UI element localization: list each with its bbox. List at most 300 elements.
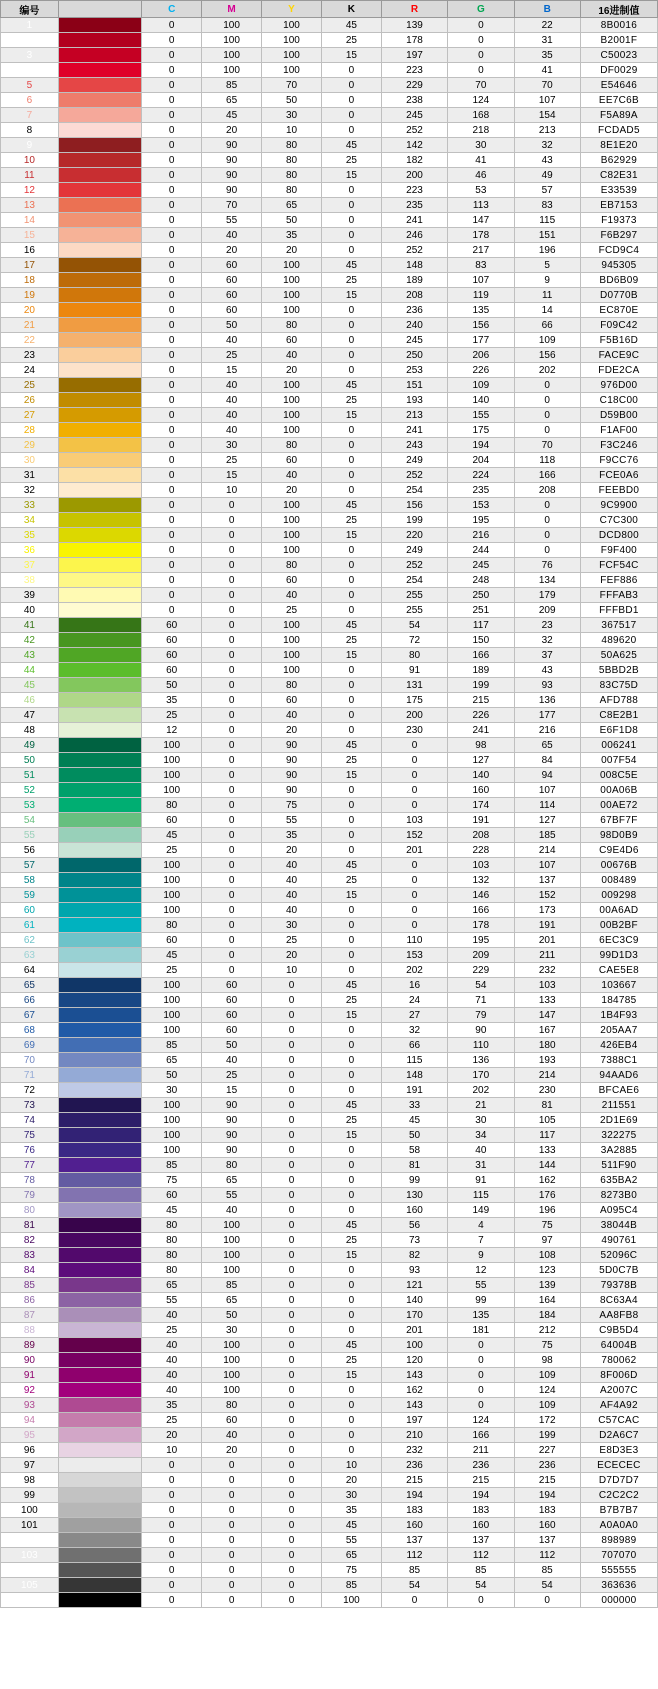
cell-c: 0	[142, 498, 202, 513]
cell-c: 0	[142, 243, 202, 258]
cell-index: 41	[1, 618, 59, 633]
cell-hex: F9CC76	[580, 453, 657, 468]
cell-r: 0	[381, 1593, 447, 1608]
cell-c: 0	[142, 153, 202, 168]
cell-hex: B7B7B7	[580, 1503, 657, 1518]
cell-k: 0	[321, 1188, 381, 1203]
cell-b: 202	[514, 363, 580, 378]
cell-k: 0	[321, 483, 381, 498]
cell-y: 100	[262, 423, 322, 438]
cell-b: 117	[514, 1128, 580, 1143]
cell-b: 144	[514, 1158, 580, 1173]
color-swatch	[58, 663, 141, 678]
cell-index: 57	[1, 858, 59, 873]
cell-y: 40	[262, 903, 322, 918]
color-swatch	[58, 978, 141, 993]
cell-k: 0	[321, 108, 381, 123]
cell-hex: F09C42	[580, 318, 657, 333]
color-swatch	[58, 1293, 141, 1308]
table-row	[1, 483, 658, 498]
cell-y: 0	[262, 1383, 322, 1398]
cell-c: 0	[142, 198, 202, 213]
cell-k: 0	[321, 573, 381, 588]
cell-g: 7	[448, 1233, 514, 1248]
cell-c: 0	[142, 1518, 202, 1533]
cell-y: 0	[262, 1068, 322, 1083]
cell-m: 85	[202, 78, 262, 93]
cell-index: 52	[1, 783, 59, 798]
cell-index: 77	[1, 1158, 59, 1173]
table-row	[1, 978, 658, 993]
cell-r: 0	[381, 858, 447, 873]
color-swatch	[58, 1248, 141, 1263]
cell-g: 85	[448, 1563, 514, 1578]
cell-c: 60	[142, 933, 202, 948]
cell-g: 206	[448, 348, 514, 363]
cell-g: 0	[448, 18, 514, 33]
cell-m: 0	[202, 1458, 262, 1473]
color-swatch	[58, 213, 141, 228]
cell-g: 79	[448, 1008, 514, 1023]
cell-c: 80	[142, 798, 202, 813]
cell-y: 100	[262, 18, 322, 33]
cell-r: 182	[381, 153, 447, 168]
cell-hex: 5BBD2B	[580, 663, 657, 678]
cell-g: 31	[448, 1158, 514, 1173]
cell-g: 127	[448, 753, 514, 768]
cell-hex: 555555	[580, 1563, 657, 1578]
color-swatch	[58, 183, 141, 198]
table-header-row	[1, 1, 658, 18]
cell-g: 124	[448, 93, 514, 108]
cell-m: 90	[202, 183, 262, 198]
cell-g: 41	[448, 153, 514, 168]
cell-r: 249	[381, 453, 447, 468]
cell-c: 45	[142, 1203, 202, 1218]
cell-k: 25	[321, 1113, 381, 1128]
color-swatch	[58, 1398, 141, 1413]
cell-g: 9	[448, 1248, 514, 1263]
color-swatch	[58, 123, 141, 138]
cell-r: 254	[381, 573, 447, 588]
color-swatch	[58, 348, 141, 363]
table-row	[1, 1263, 658, 1278]
cell-index: 69	[1, 1038, 59, 1053]
cell-y: 40	[262, 858, 322, 873]
cell-m: 0	[202, 618, 262, 633]
cell-k: 15	[321, 888, 381, 903]
cell-g: 0	[448, 1368, 514, 1383]
cell-r: 142	[381, 138, 447, 153]
cell-b: 191	[514, 918, 580, 933]
cell-r: 50	[381, 1128, 447, 1143]
cell-y: 55	[262, 813, 322, 828]
cell-m: 100	[202, 1218, 262, 1233]
cell-hex: 3A2885	[580, 1143, 657, 1158]
color-swatch	[58, 843, 141, 858]
cell-g: 71	[448, 993, 514, 1008]
cell-r: 82	[381, 1248, 447, 1263]
cell-c: 0	[142, 333, 202, 348]
table-row	[1, 303, 658, 318]
cell-hex: F5A89A	[580, 108, 657, 123]
cell-hex: 9C9900	[580, 498, 657, 513]
cell-y: 100	[262, 288, 322, 303]
cell-c: 100	[142, 978, 202, 993]
cell-r: 0	[381, 768, 447, 783]
cell-r: 131	[381, 678, 447, 693]
color-swatch	[58, 708, 141, 723]
cell-b: 118	[514, 453, 580, 468]
cell-hex: AFD788	[580, 693, 657, 708]
cell-b: 214	[514, 843, 580, 858]
cell-hex: D2A6C7	[580, 1428, 657, 1443]
cell-index: 76	[1, 1143, 59, 1158]
cell-m: 0	[202, 588, 262, 603]
cell-g: 99	[448, 1293, 514, 1308]
header-green: G	[448, 1, 514, 18]
cell-b: 201	[514, 933, 580, 948]
cell-y: 0	[262, 1233, 322, 1248]
cell-hex: F1AF00	[580, 423, 657, 438]
table-row	[1, 678, 658, 693]
cell-index: 49	[1, 738, 59, 753]
cell-b: 97	[514, 1233, 580, 1248]
cell-k: 65	[321, 1548, 381, 1563]
cell-k: 25	[321, 753, 381, 768]
cell-c: 0	[142, 408, 202, 423]
cell-g: 70	[448, 78, 514, 93]
cell-g: 156	[448, 318, 514, 333]
table-row	[1, 78, 658, 93]
cell-index: 15	[1, 228, 59, 243]
cell-k: 25	[321, 1353, 381, 1368]
color-swatch	[58, 483, 141, 498]
cell-m: 0	[202, 708, 262, 723]
cell-m: 0	[202, 813, 262, 828]
table-row	[1, 408, 658, 423]
cell-c: 0	[142, 288, 202, 303]
cell-g: 235	[448, 483, 514, 498]
cell-r: 160	[381, 1203, 447, 1218]
cell-k: 45	[321, 1338, 381, 1353]
cell-k: 25	[321, 1233, 381, 1248]
cell-y: 0	[262, 993, 322, 1008]
color-swatch	[58, 1518, 141, 1533]
cell-g: 150	[448, 633, 514, 648]
cell-y: 80	[262, 678, 322, 693]
cell-y: 40	[262, 588, 322, 603]
cell-hex: 64004B	[580, 1338, 657, 1353]
cell-m: 40	[202, 423, 262, 438]
cell-b: 209	[514, 603, 580, 618]
cell-k: 45	[321, 498, 381, 513]
cell-k: 45	[321, 1098, 381, 1113]
cell-m: 0	[202, 1548, 262, 1563]
cell-k: 0	[321, 468, 381, 483]
cell-r: 175	[381, 693, 447, 708]
cell-g: 30	[448, 1113, 514, 1128]
cell-hex: CAE5E8	[580, 963, 657, 978]
cell-k: 0	[321, 423, 381, 438]
color-swatch	[58, 468, 141, 483]
table-row	[1, 768, 658, 783]
color-swatch	[58, 1233, 141, 1248]
cell-m: 100	[202, 1368, 262, 1383]
cell-r: 151	[381, 378, 447, 393]
cell-c: 100	[142, 888, 202, 903]
cell-y: 100	[262, 528, 322, 543]
cell-k: 0	[321, 363, 381, 378]
cell-y: 0	[262, 1323, 322, 1338]
cell-r: 24	[381, 993, 447, 1008]
color-swatch	[58, 1578, 141, 1593]
cell-y: 0	[262, 1338, 322, 1353]
cell-m: 0	[202, 888, 262, 903]
table-row	[1, 138, 658, 153]
table-row	[1, 873, 658, 888]
cell-c: 25	[142, 1413, 202, 1428]
cell-index: 72	[1, 1083, 59, 1098]
color-swatch	[58, 138, 141, 153]
cell-m: 15	[202, 468, 262, 483]
cell-c: 0	[142, 1533, 202, 1548]
cell-b: 76	[514, 558, 580, 573]
cell-y: 0	[262, 1143, 322, 1158]
cell-k: 35	[321, 1503, 381, 1518]
cell-r: 238	[381, 93, 447, 108]
cell-k: 0	[321, 723, 381, 738]
cell-index: 97	[1, 1458, 59, 1473]
cell-m: 0	[202, 783, 262, 798]
cell-hex: EE7C6B	[580, 93, 657, 108]
cell-m: 40	[202, 393, 262, 408]
cell-g: 0	[448, 1338, 514, 1353]
cell-c: 0	[142, 93, 202, 108]
cell-r: 191	[381, 1083, 447, 1098]
color-swatch	[58, 993, 141, 1008]
cell-index: 1	[1, 18, 59, 33]
cell-y: 80	[262, 168, 322, 183]
cell-c: 0	[142, 123, 202, 138]
color-swatch	[58, 1188, 141, 1203]
cell-r: 0	[381, 888, 447, 903]
color-swatch	[58, 1533, 141, 1548]
cell-m: 20	[202, 1443, 262, 1458]
cell-r: 223	[381, 183, 447, 198]
cell-r: 193	[381, 393, 447, 408]
cell-m: 60	[202, 303, 262, 318]
cell-m: 90	[202, 1113, 262, 1128]
table-row	[1, 258, 658, 273]
cell-hex: C9B5D4	[580, 1323, 657, 1338]
cell-index: 6	[1, 93, 59, 108]
cell-hex: 490761	[580, 1233, 657, 1248]
cell-g: 160	[448, 1518, 514, 1533]
cell-y: 0	[262, 1218, 322, 1233]
cell-k: 0	[321, 318, 381, 333]
cell-g: 177	[448, 333, 514, 348]
cell-y: 60	[262, 573, 322, 588]
table-row	[1, 1248, 658, 1263]
cell-hex: 52096C	[580, 1248, 657, 1263]
cell-b: 177	[514, 708, 580, 723]
cell-index: 14	[1, 213, 59, 228]
cell-hex: FCDAD5	[580, 123, 657, 138]
cell-c: 25	[142, 1323, 202, 1338]
cell-k: 45	[321, 378, 381, 393]
cell-g: 209	[448, 948, 514, 963]
cell-g: 110	[448, 1038, 514, 1053]
cell-k: 25	[321, 153, 381, 168]
cell-g: 166	[448, 648, 514, 663]
cell-k: 10	[321, 1458, 381, 1473]
cell-y: 100	[262, 258, 322, 273]
cell-r: 85	[381, 1563, 447, 1578]
cell-g: 175	[448, 423, 514, 438]
table-row	[1, 1158, 658, 1173]
cell-index: 37	[1, 558, 59, 573]
cell-g: 228	[448, 843, 514, 858]
cell-k: 0	[321, 1323, 381, 1338]
cell-index: 106	[1, 1593, 59, 1608]
cell-k: 15	[321, 168, 381, 183]
cell-c: 0	[142, 438, 202, 453]
cell-k: 15	[321, 648, 381, 663]
cell-c: 0	[142, 213, 202, 228]
cell-m: 100	[202, 1233, 262, 1248]
cell-hex: FFFAB3	[580, 588, 657, 603]
table-row	[1, 198, 658, 213]
cell-hex: 50A625	[580, 648, 657, 663]
cell-m: 0	[202, 738, 262, 753]
cell-hex: D59B00	[580, 408, 657, 423]
color-swatch	[58, 93, 141, 108]
cell-index: 62	[1, 933, 59, 948]
cell-index: 74	[1, 1113, 59, 1128]
cell-y: 50	[262, 93, 322, 108]
cell-m: 40	[202, 1428, 262, 1443]
cell-index: 38	[1, 573, 59, 588]
cell-c: 45	[142, 948, 202, 963]
cell-index: 25	[1, 378, 59, 393]
cell-m: 100	[202, 33, 262, 48]
cell-y: 30	[262, 918, 322, 933]
cell-k: 0	[321, 603, 381, 618]
table-row	[1, 498, 658, 513]
table-row	[1, 753, 658, 768]
color-swatch	[58, 258, 141, 273]
cell-hex: C9E4D6	[580, 843, 657, 858]
cell-hex: FCD9C4	[580, 243, 657, 258]
color-swatch	[58, 408, 141, 423]
cell-k: 0	[321, 588, 381, 603]
cell-index: 73	[1, 1098, 59, 1113]
cell-hex: 5D0C7B	[580, 1263, 657, 1278]
cell-index: 63	[1, 948, 59, 963]
cell-m: 0	[202, 1578, 262, 1593]
cell-k: 25	[321, 273, 381, 288]
cell-y: 60	[262, 453, 322, 468]
table-row	[1, 1068, 658, 1083]
cell-c: 0	[142, 168, 202, 183]
cell-index: 83	[1, 1248, 59, 1263]
cell-r: 250	[381, 348, 447, 363]
cell-hex: F5B16D	[580, 333, 657, 348]
cell-k: 0	[321, 813, 381, 828]
cell-r: 0	[381, 738, 447, 753]
cell-hex: E6F1D8	[580, 723, 657, 738]
cell-r: 183	[381, 1503, 447, 1518]
cell-m: 0	[202, 1518, 262, 1533]
cell-hex: 707070	[580, 1548, 657, 1563]
cell-hex: A0A0A0	[580, 1518, 657, 1533]
cell-b: 137	[514, 873, 580, 888]
cell-c: 0	[142, 543, 202, 558]
table-row	[1, 513, 658, 528]
cell-c: 40	[142, 1338, 202, 1353]
cell-hex: 322275	[580, 1128, 657, 1143]
table-row	[1, 588, 658, 603]
cell-k: 0	[321, 1413, 381, 1428]
cell-g: 170	[448, 1068, 514, 1083]
cell-index: 35	[1, 528, 59, 543]
cell-m: 0	[202, 873, 262, 888]
cell-c: 85	[142, 1158, 202, 1173]
cell-c: 0	[142, 258, 202, 273]
cell-b: 136	[514, 693, 580, 708]
cell-hex: 8F006D	[580, 1368, 657, 1383]
cell-g: 90	[448, 1023, 514, 1038]
cell-hex: 009298	[580, 888, 657, 903]
cell-m: 0	[202, 1533, 262, 1548]
color-swatch	[58, 813, 141, 828]
cell-k: 15	[321, 1368, 381, 1383]
cell-index: 59	[1, 888, 59, 903]
cell-y: 0	[262, 978, 322, 993]
cell-index: 70	[1, 1053, 59, 1068]
cell-r: 246	[381, 228, 447, 243]
cell-c: 0	[142, 183, 202, 198]
cell-index: 31	[1, 468, 59, 483]
cell-g: 166	[448, 1428, 514, 1443]
cell-g: 241	[448, 723, 514, 738]
cell-hex: BD6B09	[580, 273, 657, 288]
cell-b: 109	[514, 333, 580, 348]
cell-index: 24	[1, 363, 59, 378]
table-row	[1, 828, 658, 843]
cell-m: 40	[202, 1053, 262, 1068]
cell-hex: 00B2BF	[580, 918, 657, 933]
table-row	[1, 228, 658, 243]
cell-y: 60	[262, 693, 322, 708]
cell-g: 226	[448, 363, 514, 378]
cell-k: 0	[321, 228, 381, 243]
cell-r: 115	[381, 1053, 447, 1068]
cell-r: 252	[381, 558, 447, 573]
cell-k: 0	[321, 558, 381, 573]
cell-y: 0	[262, 1473, 322, 1488]
cell-c: 40	[142, 1383, 202, 1398]
table-row	[1, 1368, 658, 1383]
cell-r: 255	[381, 603, 447, 618]
cell-hex: 8C63A4	[580, 1293, 657, 1308]
cell-c: 100	[142, 738, 202, 753]
cell-hex: FCE0A6	[580, 468, 657, 483]
cell-m: 0	[202, 1473, 262, 1488]
table-row	[1, 963, 658, 978]
cell-y: 100	[262, 663, 322, 678]
